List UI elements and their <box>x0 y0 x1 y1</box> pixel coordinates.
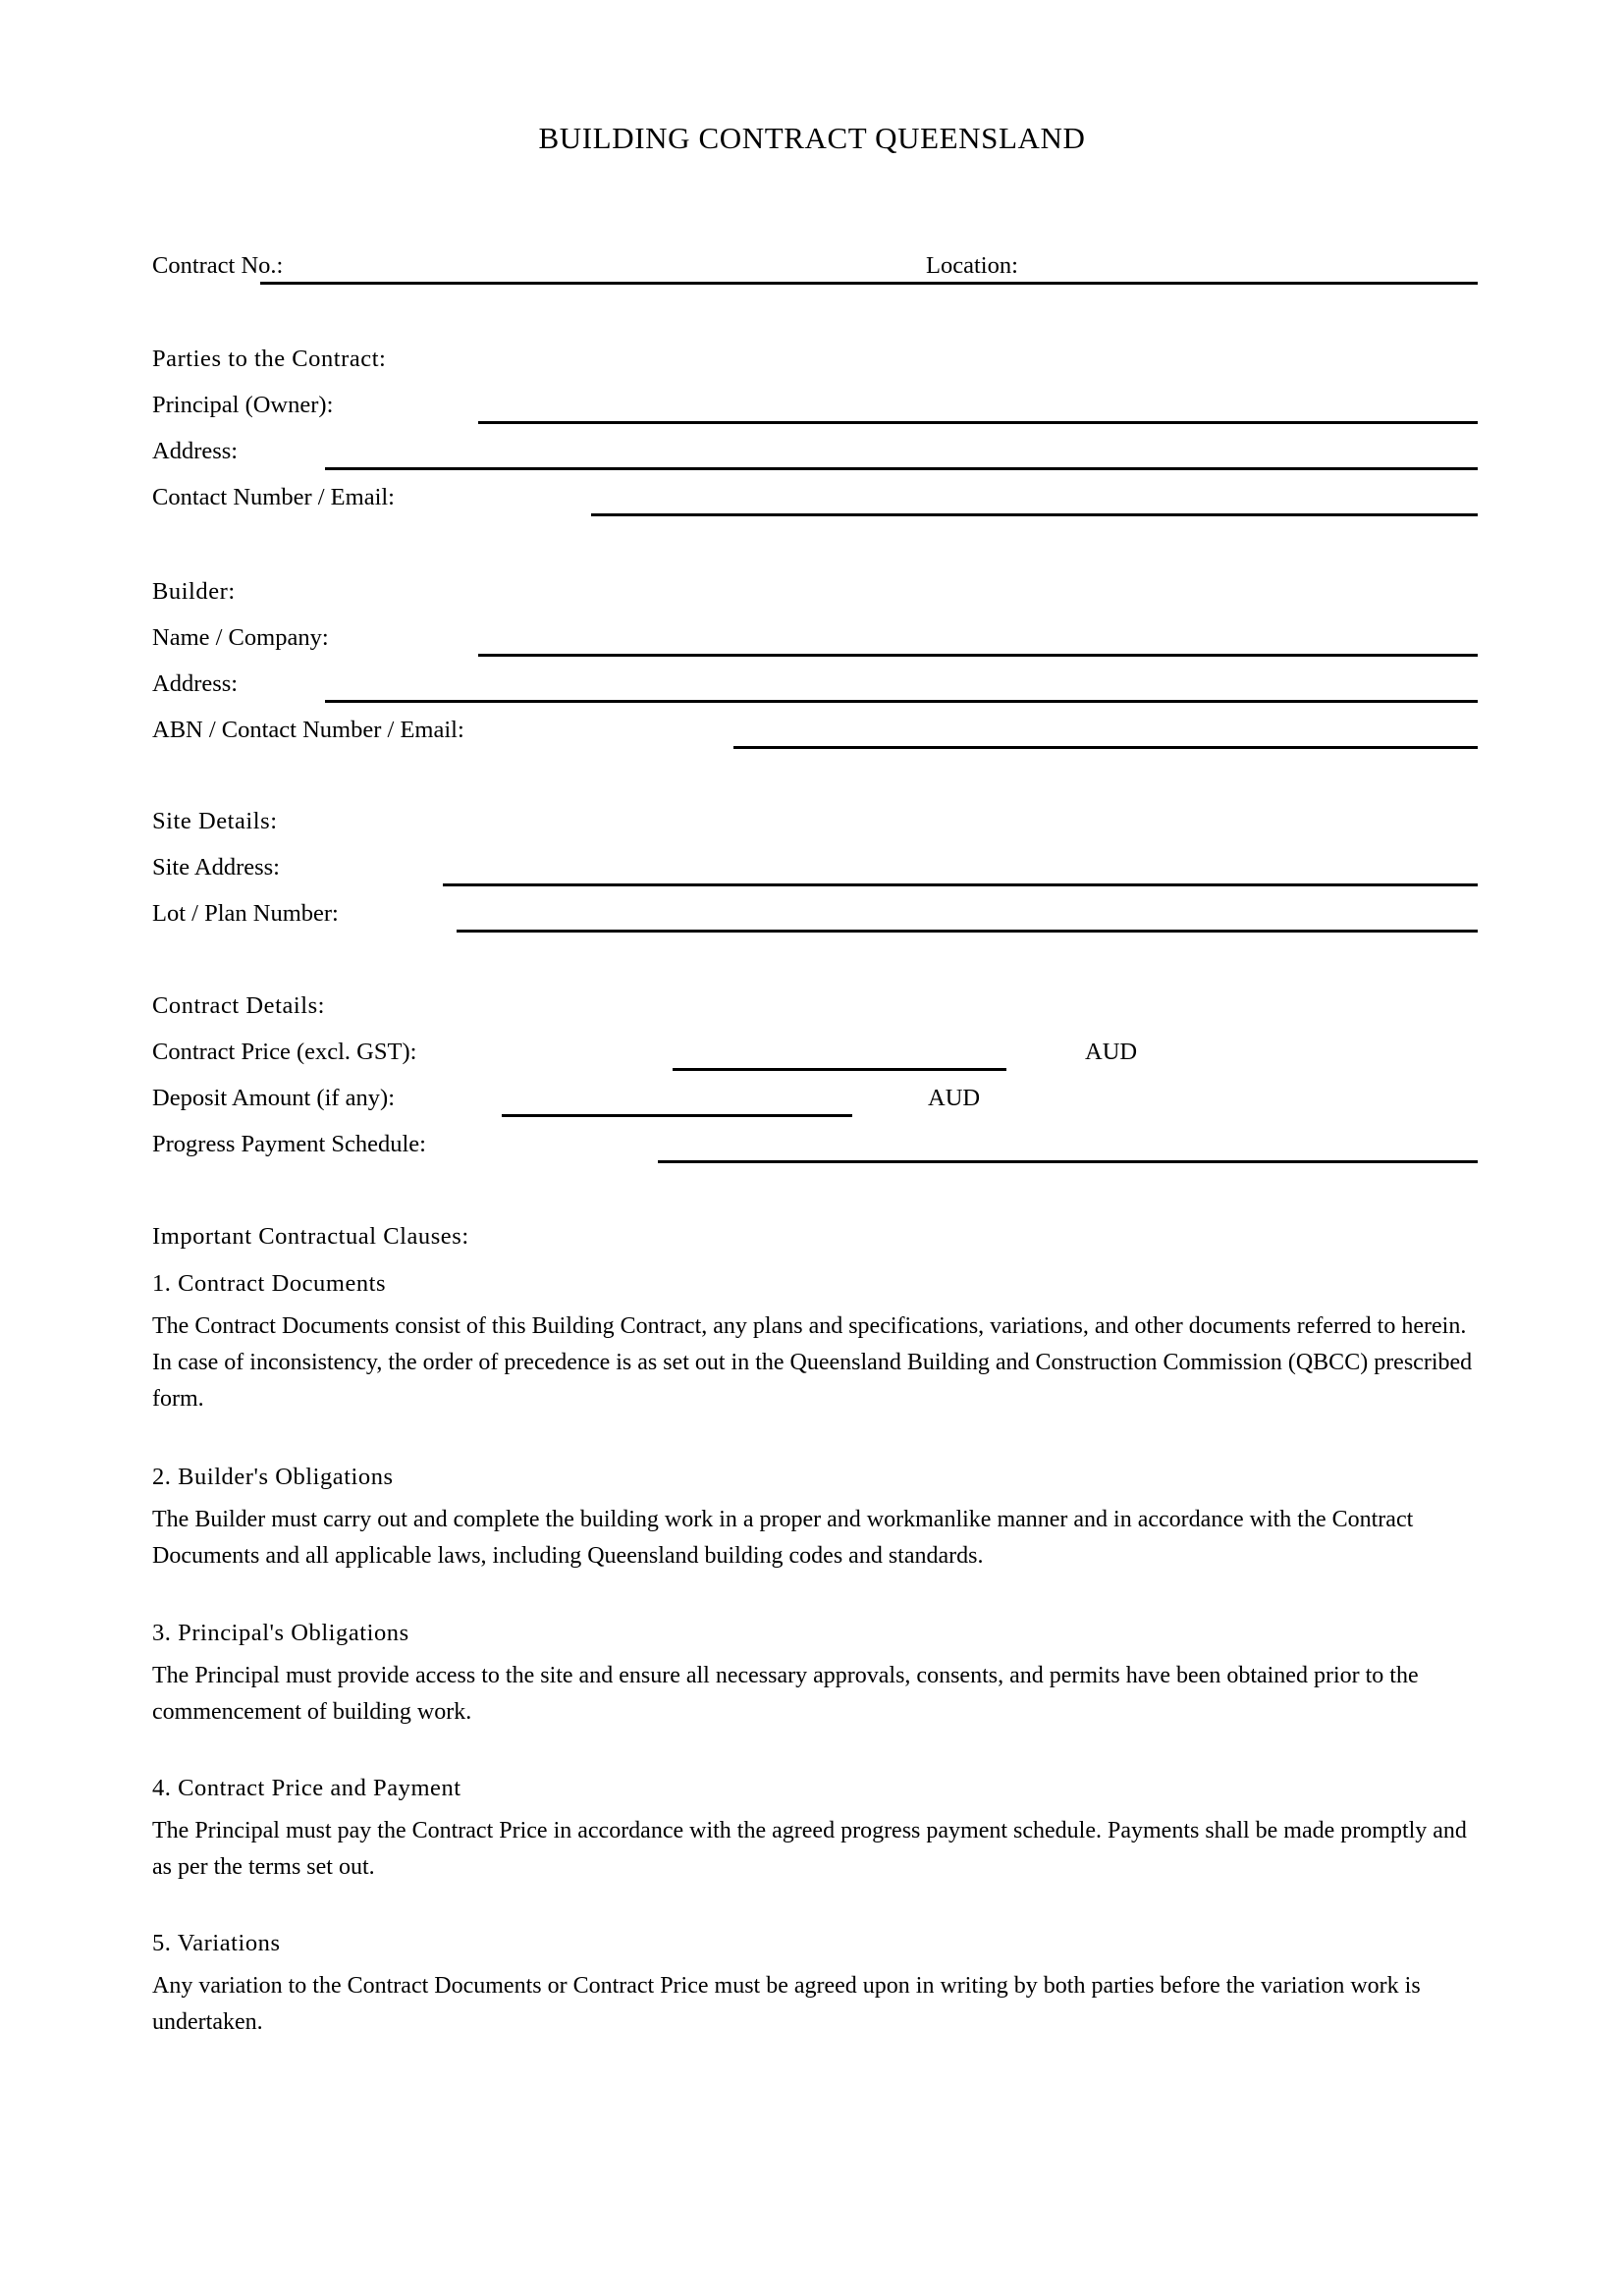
lot-plan-number-input-line[interactable] <box>457 930 1478 933</box>
builder-heading: Builder: <box>152 578 236 605</box>
contract-price-row <box>152 1038 1478 1071</box>
clause-body-5: Any variation to the Contract Documents or Contract Price must be agreed upon in writing by both parties before the variation work is undertaken. <box>152 1973 1421 2035</box>
deposit-amount-currency: AUD <box>928 1085 981 1111</box>
builder-name-row <box>152 623 1478 657</box>
contract-details-heading: Contract Details: <box>152 992 326 1019</box>
deposit-amount-input-line[interactable] <box>502 1114 852 1117</box>
progress-payment-label: Progress Payment Schedule: <box>152 1131 426 1157</box>
deposit-amount-label: Deposit Amount (if any): <box>152 1085 396 1111</box>
builder-abn-label: ABN / Contact Number / Email: <box>152 717 464 743</box>
principal-contact-label: Contact Number / Email: <box>152 484 395 510</box>
site-address-input-line[interactable] <box>443 883 1478 886</box>
site-details-heading: Site Details: <box>152 808 278 834</box>
builder-name-input-line[interactable] <box>478 654 1478 657</box>
parties-heading: Parties to the Contract: <box>152 346 387 372</box>
contract-price-input-line[interactable] <box>673 1068 1006 1071</box>
progress-payment-input-line[interactable] <box>658 1160 1478 1163</box>
principal-row <box>152 391 1478 424</box>
clause-body-1: The Contract Documents consist of this Building Contract, any plans and specifications, variations, and other documents referred to herein. In case of inconsistency, the order of precedence is as set out in the Queensland Building and Construction Commission (QBCC) prescribed form. <box>152 1313 1473 1412</box>
builder-abn-input-line[interactable] <box>733 746 1478 749</box>
clause-body-3: The Principal must provide access to the site and ensure all necessary approvals, consents, and permits have been obtained prior to the commencement of building work. <box>152 1663 1419 1725</box>
clause-body-2: The Builder must carry out and complete the building work in a proper and workmanlike manner and in accordance with the Contract Documents and all applicable laws, including Queensland building codes and standards. <box>152 1507 1414 1569</box>
clause-body-4: The Principal must pay the Contract Price in accordance with the agreed progress payment schedule. Payments shall be made promptly and as per the terms set out. <box>152 1818 1467 1880</box>
builder-address-row <box>152 669 1478 703</box>
clause-title-1: 1. Contract Documents <box>152 1270 387 1297</box>
principal-address-label: Address: <box>152 438 239 464</box>
clause-title-4: 4. Contract Price and Payment <box>152 1775 461 1801</box>
principal-contact-input-line[interactable] <box>591 513 1478 516</box>
clause-title-3: 3. Principal's Obligations <box>152 1620 409 1646</box>
progress-payment-row <box>152 1130 1478 1163</box>
clauses-heading: Important Contractual Clauses: <box>152 1223 469 1250</box>
builder-address-input-line[interactable] <box>325 700 1478 703</box>
clause-title-5: 5. Variations <box>152 1930 281 1956</box>
contract-number-input-line[interactable] <box>260 282 1478 285</box>
clause-title-2: 2. Builder's Obligations <box>152 1464 394 1490</box>
builder-address-label: Address: <box>152 670 239 697</box>
contract-number-label: Contract No.: <box>152 252 284 279</box>
principal-owner-input-line[interactable] <box>478 421 1478 424</box>
deposit-amount-row <box>152 1084 1478 1117</box>
contract-number-row <box>152 251 1478 285</box>
principal-contact-row <box>152 483 1478 516</box>
site-address-row <box>152 853 1478 886</box>
site-address-label: Site Address: <box>152 854 280 881</box>
lot-plan-row <box>152 899 1478 933</box>
contract-price-currency: AUD <box>1085 1039 1138 1065</box>
builder-abn-row <box>152 716 1478 749</box>
page-title: BUILDING CONTRACT QUEENSLAND <box>538 121 1086 155</box>
principal-owner-label: Principal (Owner): <box>152 392 334 418</box>
builder-name-label: Name / Company: <box>152 624 329 651</box>
contract-price-label: Contract Price (excl. GST): <box>152 1039 417 1065</box>
principal-address-input-line[interactable] <box>325 467 1478 470</box>
principal-address-row <box>152 437 1478 470</box>
location-label: Location: <box>926 252 1018 279</box>
lot-plan-number-label: Lot / Plan Number: <box>152 900 339 927</box>
